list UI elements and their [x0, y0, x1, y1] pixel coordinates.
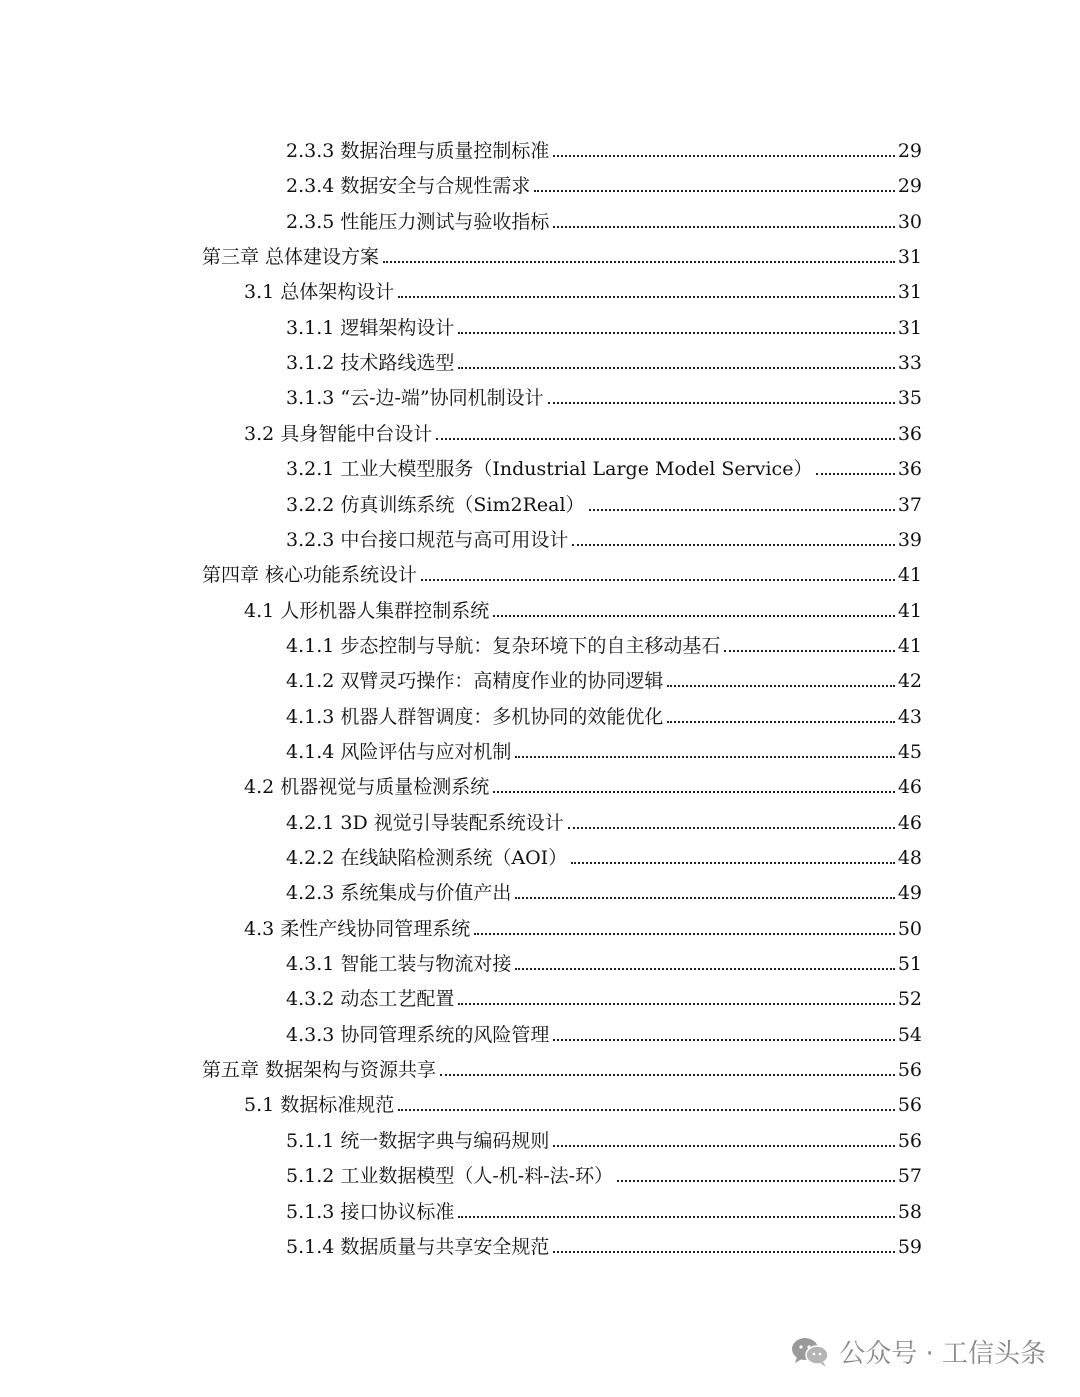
toc-entry-title: 3.1.1 逻辑架构设计	[286, 316, 455, 339]
toc-entry-title: 第四章 核心功能系统设计	[202, 564, 418, 587]
toc-entry-page-number: 49	[897, 882, 922, 905]
toc-dot-leader	[534, 190, 894, 192]
toc-dot-leader	[548, 402, 895, 404]
toc-dot-leader	[440, 1074, 895, 1076]
toc-entry	[244, 416, 922, 446]
toc-entry	[286, 345, 922, 375]
toc-entry	[286, 1194, 922, 1224]
toc-entry-title: 3.2.2 仿真训练系统（Sim2Real）	[286, 493, 585, 516]
toc-entry-title: 4.3.1 智能工装与物流对接	[286, 953, 512, 976]
toc-entry	[286, 1017, 922, 1047]
toc-entry	[286, 310, 922, 340]
toc-entry-title: 3.2 具身智能中台设计	[244, 422, 433, 445]
toc-entry	[286, 946, 922, 976]
toc-entry-page-number: 37	[897, 493, 922, 516]
toc-dot-leader	[493, 791, 895, 793]
toc-entry	[286, 1123, 922, 1153]
toc-entry	[202, 239, 922, 269]
toc-entry	[286, 168, 922, 198]
toc-dot-leader	[617, 1180, 895, 1182]
toc-entry-title: 4.2.3 系统集成与价值产出	[286, 882, 512, 905]
toc-dot-leader	[474, 933, 895, 935]
wechat-icon	[791, 1336, 829, 1368]
toc-dot-leader	[816, 473, 894, 475]
toc-entry	[286, 204, 922, 234]
toc-entry-page-number: 56	[897, 1094, 922, 1117]
toc-entry-title: 4.2 机器视觉与质量检测系统	[244, 776, 490, 799]
toc-entry-title: 4.2.1 3D 视觉引导装配系统设计	[286, 811, 564, 834]
toc-dot-leader	[493, 615, 895, 617]
toc-dot-leader	[458, 332, 894, 334]
toc-entry-page-number: 42	[897, 670, 922, 693]
toc-entry-title: 4.2.2 在线缺陷检测系统（AOI）	[286, 847, 568, 869]
toc-entry-page-number: 50	[897, 917, 922, 940]
toc-entry	[202, 557, 922, 587]
toc-entry-page-number: 45	[897, 740, 922, 763]
toc-dot-leader	[553, 1039, 894, 1041]
toc-entry	[286, 487, 922, 517]
toc-entry	[244, 274, 922, 304]
toc-entry-page-number: 58	[897, 1200, 922, 1223]
toc-dot-leader	[572, 544, 894, 546]
toc-entry-title: 4.1.2 双臂灵巧操作：高精度作业的协同逻辑	[286, 670, 664, 693]
toc-entry-page-number: 29	[897, 140, 922, 162]
toc-entry-page-number: 41	[897, 564, 922, 587]
toc-dot-leader	[515, 968, 894, 970]
toc-entry	[286, 380, 922, 410]
toc-entry-page-number: 30	[897, 210, 922, 233]
toc-dot-leader	[398, 296, 895, 298]
toc-entry-page-number: 48	[897, 847, 922, 869]
toc-entry-page-number: 57	[897, 1165, 922, 1188]
toc-entry	[244, 911, 922, 941]
toc-entry-page-number: 46	[897, 811, 922, 834]
toc-dot-leader	[383, 261, 895, 263]
toc-dot-leader	[458, 1216, 894, 1218]
toc-entry	[286, 628, 922, 658]
toc-entry-title: 3.1.3 “云-边-端”协同机制设计	[286, 387, 544, 410]
toc-entry	[286, 133, 922, 163]
toc-dot-leader	[515, 756, 894, 758]
toc-entry-page-number: 46	[897, 776, 922, 799]
toc-dot-leader	[421, 579, 895, 581]
toc-entry-title: 4.3.2 动态工艺配置	[286, 988, 455, 1011]
toc-entry-title: 第五章 数据架构与资源共享	[202, 1059, 437, 1082]
toc-entry-page-number: 31	[897, 281, 922, 304]
toc-entry	[286, 522, 922, 552]
toc-entry-page-number: 33	[897, 352, 922, 375]
toc-entry-page-number: 43	[897, 705, 922, 728]
toc-dot-leader	[571, 862, 895, 864]
toc-entry	[286, 663, 922, 693]
toc-entry-title: 4.3.3 协同管理系统的风险管理	[286, 1023, 550, 1046]
toc-entry-title: 4.1.4 风险评估与应对机制	[286, 740, 512, 763]
toc-entry-page-number: 39	[897, 528, 922, 551]
toc-entry-page-number: 59	[897, 1235, 922, 1258]
toc-dot-leader	[553, 1145, 894, 1147]
toc-entry-page-number: 36	[897, 422, 922, 445]
toc-entry-page-number: 31	[897, 246, 922, 269]
toc-entry-page-number: 31	[897, 316, 922, 339]
toc-dot-leader	[553, 155, 894, 157]
toc-entry-page-number: 29	[897, 175, 922, 198]
toc-dot-leader	[589, 509, 895, 511]
toc-entry-page-number: 51	[897, 953, 922, 976]
toc-entry	[286, 1158, 922, 1188]
toc-entry	[286, 805, 922, 835]
toc-entry	[286, 451, 922, 481]
toc-entry	[244, 593, 922, 623]
toc-entry-page-number: 52	[897, 988, 922, 1011]
toc-entry-page-number: 41	[897, 599, 922, 622]
toc-entry	[202, 1052, 922, 1082]
toc-entry	[286, 981, 922, 1011]
toc-dot-leader	[436, 438, 895, 440]
toc-entry-title: 3.1 总体架构设计	[244, 281, 395, 304]
toc-dot-leader	[724, 650, 894, 652]
watermark-text: 公众号 · 工信头条	[839, 1339, 1046, 1369]
toc-entry-title: 3.1.2 技术路线选型	[286, 352, 455, 375]
toc-entry-page-number: 41	[897, 634, 922, 657]
toc-entry-title: 3.2.3 中台接口规范与高可用设计	[286, 528, 569, 551]
toc-dot-leader	[553, 226, 894, 228]
toc-entry-title: 3.2.1 工业大模型服务（Industrial Large Model Service）	[286, 458, 813, 481]
toc-entry-title: 5.1 数据标准规范	[244, 1094, 395, 1117]
watermark	[791, 1333, 1046, 1370]
toc-entry	[286, 840, 922, 870]
toc-entry	[286, 699, 922, 729]
toc-dot-leader	[515, 897, 894, 899]
toc-entry-title: 5.1.4 数据质量与共享安全规范	[286, 1235, 550, 1258]
toc-entry	[286, 1229, 922, 1259]
toc-entry-title: 5.1.1 统一数据字典与编码规则	[286, 1129, 550, 1152]
toc-entry-title: 2.3.4 数据安全与合规性需求	[286, 175, 531, 198]
toc-entry-title: 4.3 柔性产线协同管理系统	[244, 917, 471, 940]
toc-entry-page-number: 56	[897, 1059, 922, 1082]
toc-dot-leader	[398, 1109, 895, 1111]
toc-entry-title: 4.1 人形机器人集群控制系统	[244, 599, 490, 622]
toc-entry-page-number: 35	[897, 387, 922, 410]
toc-entry-page-number: 56	[897, 1129, 922, 1152]
toc-entry-title: 5.1.2 工业数据模型（人-机-料-法-环）	[286, 1165, 614, 1188]
toc-entry-title: 2.3.5 性能压力测试与验收指标	[286, 210, 550, 233]
toc-dot-leader	[458, 367, 894, 369]
toc-dot-leader	[667, 685, 894, 687]
toc-entry	[244, 769, 922, 799]
toc-dot-leader	[667, 721, 894, 723]
toc-dot-leader	[458, 1003, 894, 1005]
toc-dot-leader	[568, 827, 895, 829]
toc-entry-title: 第三章 总体建设方案	[202, 246, 380, 269]
toc-entry-title: 5.1.3 接口协议标准	[286, 1200, 455, 1223]
toc-entry-title: 2.3.3 数据治理与质量控制标准	[286, 140, 550, 162]
toc-entry	[286, 734, 922, 764]
toc-entry-title: 4.1.3 机器人群智调度：多机协同的效能优化	[286, 705, 664, 728]
toc-entry-page-number: 36	[897, 458, 922, 481]
toc-dot-leader	[553, 1251, 894, 1253]
toc-entry	[244, 1087, 922, 1117]
toc-entry-page-number: 54	[897, 1023, 922, 1046]
toc-entry	[286, 875, 922, 905]
toc-entry-title: 4.1.1 步态控制与导航：复杂环境下的自主移动基石	[286, 634, 721, 657]
